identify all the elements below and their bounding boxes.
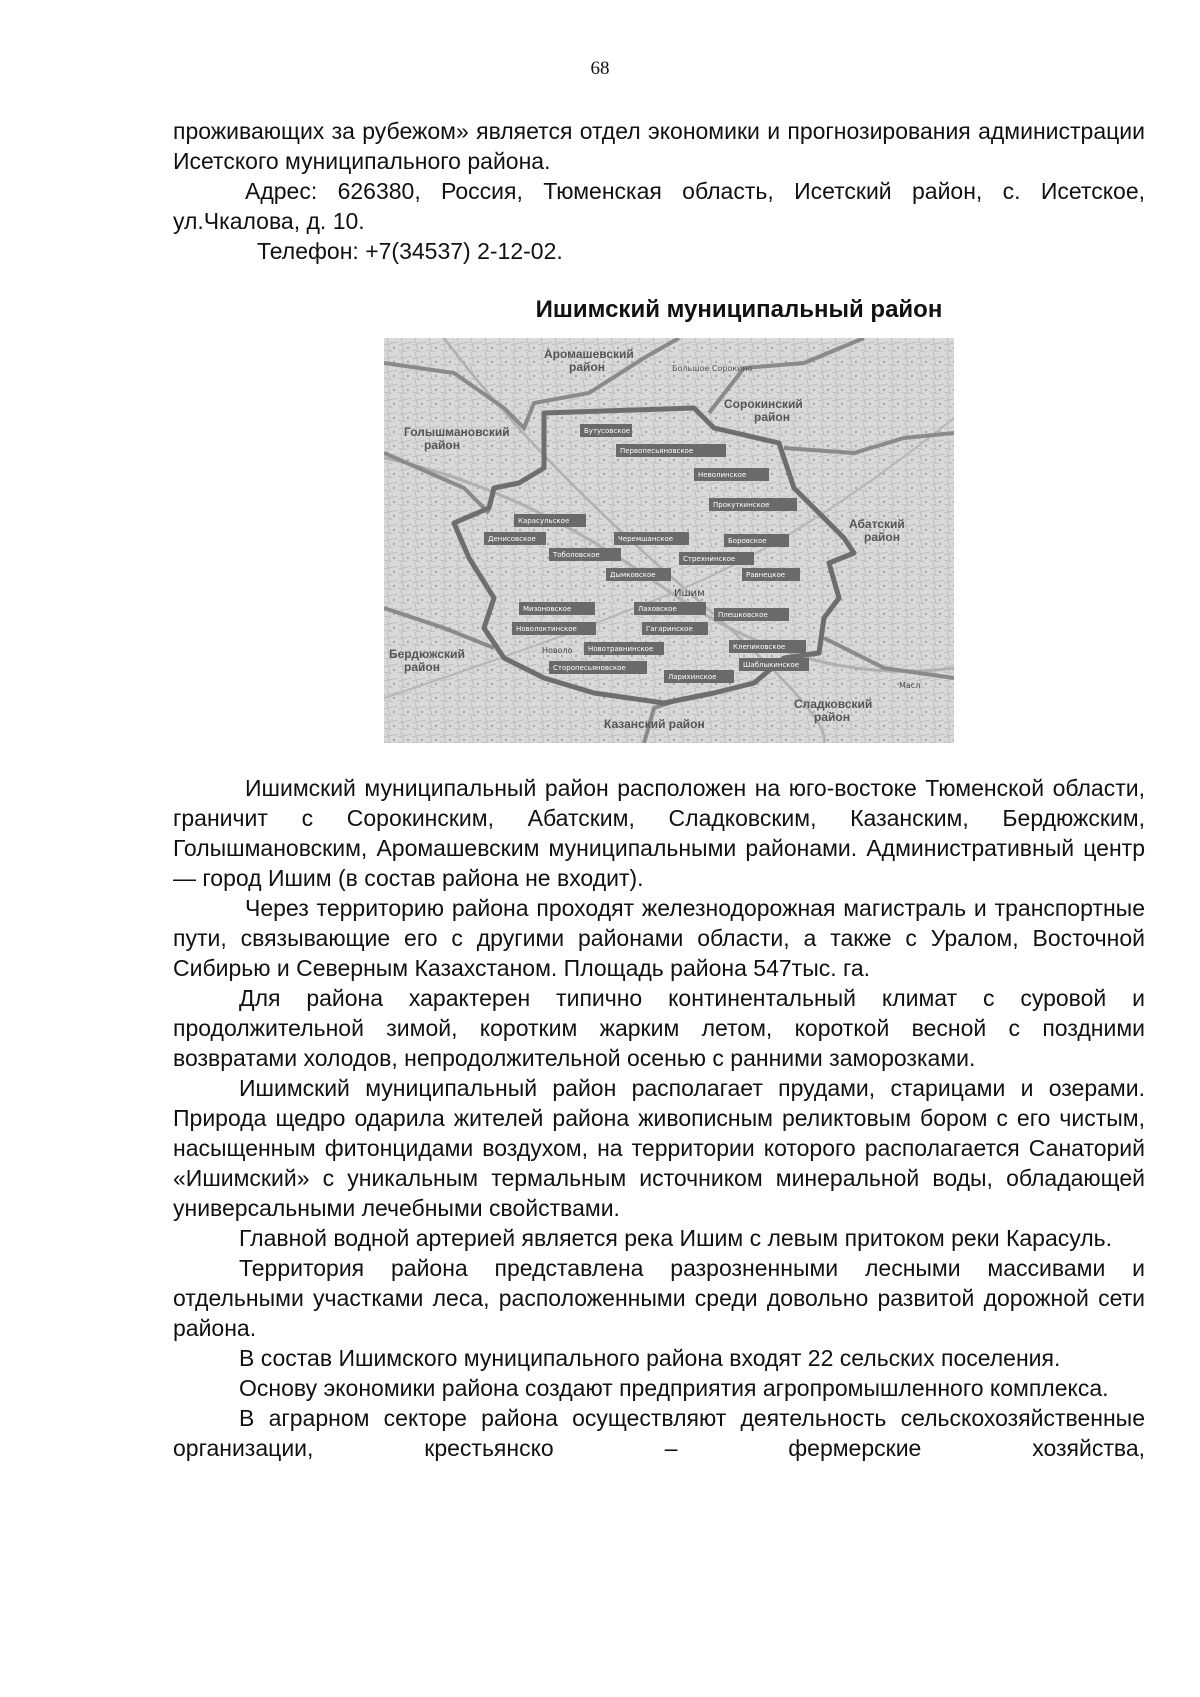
sladkovsky-label-2: район — [814, 710, 850, 724]
settlement-tag — [580, 424, 632, 437]
page-number: 68 — [590, 58, 610, 79]
phone-paragraph: Телефон: +7(34537) 2-12-02. — [257, 238, 563, 264]
section-title: Ишимский муниципальный район — [535, 296, 943, 323]
settlement-tag — [679, 552, 754, 565]
settlement-tag — [714, 608, 789, 621]
aromashevsky-label-1: Аромашевский — [544, 347, 634, 361]
settlement-tag — [484, 532, 546, 545]
svg-text:Плешковское: Плешковское — [718, 611, 768, 619]
svg-text:Клепиковское: Клепиковское — [733, 643, 786, 651]
svg-text:Гагаринское: Гагаринское — [646, 625, 693, 633]
svg-text:Неволинское: Неволинское — [698, 471, 747, 479]
abatsky-label-1: Абатский — [849, 517, 905, 531]
svg-text:Ларихинское: Ларихинское — [668, 673, 717, 681]
bolshoe-sorokino-label: Большое Сорокино — [672, 364, 753, 373]
svg-text:Лаховское: Лаховское — [638, 605, 677, 613]
settlement-tag — [694, 468, 769, 481]
svg-text:Равнецкое: Равнецкое — [746, 571, 786, 579]
settlement-tag — [729, 640, 806, 653]
settlement-tag — [512, 622, 596, 635]
address-paragraph: Адрес: 626380, Россия, Тюменская область, Исетский район, с. Исетское, ул.Чкалова, д. 10. — [173, 178, 1145, 234]
aromashevsky-label-2: район — [569, 360, 605, 374]
ishim-city-label: Ишим — [674, 588, 705, 599]
body-text — [173, 773, 1145, 1463]
settlement-tag — [742, 568, 800, 581]
kazansky-label: Казанский район — [604, 717, 705, 731]
abatsky-label-2: район — [864, 530, 900, 544]
settlement-tag — [514, 514, 586, 527]
settlement-tag — [519, 602, 595, 615]
settlement-tag — [724, 534, 789, 547]
paragraph-transport: Через территорию района проходят железнодорожная магистраль и транспортные пути, связывающие его с другими районами области, а также с Уралом, Восточной Сибирью и Северным Казахстаном. Площадь района 547тыс. га. — [173, 895, 1145, 981]
svg-text:Боровское: Боровское — [728, 537, 767, 545]
berdyuzhsky-label-2: район — [404, 660, 440, 674]
svg-text:Черемшанское: Черемшанское — [618, 535, 674, 543]
svg-text:Новолоктинское: Новолоктинское — [516, 625, 577, 633]
settlement-tag — [614, 532, 689, 545]
settlement-tag — [739, 658, 809, 671]
paragraph-agriculture: В аграрном секторе района осуществляют деятельность сельскохозяйственные организации, крестьянско – фермерские хозяйства, — [173, 1405, 1145, 1461]
golyshmanovsky-label-1: Голышмановский — [404, 425, 510, 439]
settlement-tag — [616, 444, 726, 457]
svg-text:Стрехнинское: Стрехнинское — [683, 555, 736, 563]
settlement-tag — [606, 568, 671, 581]
svg-text:Бутусовское: Бутусовское — [584, 427, 631, 435]
settlement-tag — [709, 498, 797, 511]
svg-text:Сторопесьяновское: Сторопесьяновское — [553, 664, 626, 672]
settlement-tag — [664, 670, 734, 683]
paragraph-nature: Ишимский муниципальный район располагает прудами, старицами и озерами. Природа щедро одарила жителей района живописным реликтовым бором с его чистым, насыщенным фитонцидами воздухом, на территории которого располагается Санаторий «Ишимский» с уникальным термальным источником минеральной воды, обладающей универсальными лечебными свойствами. — [173, 1075, 1145, 1221]
svg-text:Мизоновское: Мизоновское — [523, 605, 572, 613]
sorokinsky-label-2: район — [754, 410, 790, 424]
paragraph-climate: Для района характерен типично континентальный климат с суровой и продолжительной зимой, коротким жарким летом, короткой весной с поздними возвратами холодов, непродолжительной осенью с ранними заморозками. — [173, 985, 1145, 1071]
settlement-tag — [634, 602, 706, 615]
berdyuzhsky-label-1: Бердюжский — [389, 647, 465, 661]
svg-text:Дымковское: Дымковское — [610, 571, 656, 579]
svg-text:Дениcовское: Дениcовское — [488, 535, 536, 543]
svg-text:Карасульское: Карасульское — [518, 517, 570, 525]
novolok-label: Новоло — [542, 646, 573, 655]
paragraph-forest: Территория района представлена разрозненными лесными массивами и отдельными участками леса, расположенными среди довольно развитой дорожной сети района. — [173, 1255, 1145, 1341]
settlement-tag — [584, 642, 664, 655]
district-map — [384, 338, 954, 743]
svg-text:Тоболовское: Тоболовское — [553, 551, 600, 559]
golyshmanovsky-label-2: район — [424, 438, 460, 452]
paragraph-location: Ишимский муниципальный район расположен на юго-востоке Тюменской области, граничит с Сорокинским, Абатским, Сладковским, Казанским, Бердюжским, Голышмановским, Аромашевским муниципальными районами. Административный центр — город Ишим (в состав района не входит). — [173, 775, 1145, 891]
paragraph-economy: Основу экономики района создают предприятия агропромышленного комплекса. — [239, 1375, 1109, 1401]
svg-text:Первопесьяновское: Первопесьяновское — [620, 447, 694, 455]
svg-text:Шаблыкинское: Шаблыкинское — [743, 661, 800, 669]
svg-text:Новотравнинское: Новотравнинское — [588, 645, 654, 653]
settlement-tag — [642, 622, 708, 635]
intro-text — [173, 116, 1145, 266]
settlement-tag — [549, 548, 621, 561]
paragraph-river: Главной водной артерией является река Ишим с левым притоком реки Карасуль. — [239, 1225, 1113, 1251]
paragraph-settlements: В состав Ишимского муниципального района входят 22 сельских поселения. — [239, 1345, 1061, 1371]
sladkovsky-label-1: Сладковский — [794, 697, 873, 711]
masl-label: Масл — [899, 681, 921, 690]
svg-text:Прокуткинское: Прокуткинское — [713, 501, 770, 509]
settlement-tag — [549, 661, 647, 674]
sorokinsky-label-1: Сорокинский — [724, 397, 803, 411]
intro-paragraph: проживающих за рубежом» является отдел экономики и прогнозирования администрации Исетского муниципального района. — [173, 118, 1145, 174]
